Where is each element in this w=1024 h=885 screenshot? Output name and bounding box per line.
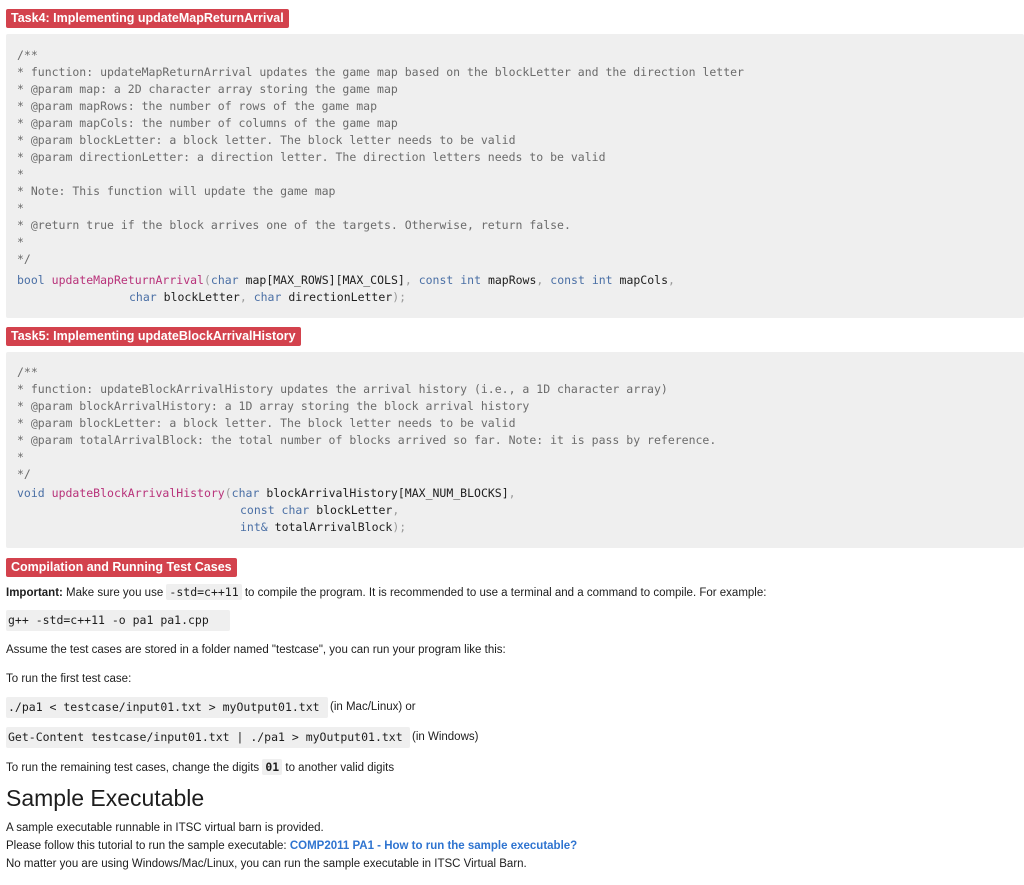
comment-line: * function: updateBlockArrivalHistory updates the arrival history (i.e., a 1D character array) [17,382,668,396]
function-signature-line1 [17,485,516,502]
comment-line: * [17,450,24,464]
comment-line: * @param totalArrivalBlock: the total number of blocks arrived so far. Note: it is pass by reference. [17,433,717,447]
param-type: const char [240,503,310,517]
paren-close: ); [392,290,407,304]
task5-code-block [6,352,1024,548]
paren-close: ); [392,520,407,534]
comment-line: * [17,201,24,215]
compile-badge: Compilation and Running Test Cases [6,558,237,577]
comment-line: * @param blockLetter: a block letter. The block letter needs to be valid [17,133,516,147]
param-type: const int [418,273,481,287]
sample-line-1: A sample executable runnable in ITSC virtual barn is provided. [6,822,324,834]
comma: , [668,273,675,287]
comment-line: * @param blockArrivalHistory: a 1D array storing the block arrival history [17,399,530,413]
comma: , [239,290,247,304]
param-name: totalArrivalBlock [274,520,393,534]
function-name: updateMapReturnArrival [51,273,204,287]
comment-line: * @return true if the block arrives one of the targets. Otherwise, return false. [17,218,571,232]
comment-line: * @param directionLetter: a direction letter. The direction letters needs to be valid [17,150,606,164]
return-type: void [17,486,45,500]
sample-line-2 [6,840,577,852]
task4-comment [17,34,744,304]
assume-text: Assume the test cases are stored in a folder named "testcase", you can run your program like this: [6,644,506,656]
sample-line-2-text: Please follow this tutorial to run the sample executable: [6,840,290,852]
comma: , [508,486,516,500]
function-signature-line3 [240,519,406,536]
comma: , [404,273,412,287]
param-type: char [210,273,239,287]
param-type: char [129,290,157,304]
first-test-text: To run the first test case: [6,673,132,685]
task5-comment [17,352,717,534]
param-name: blockLetter [163,290,240,304]
comment-line: * @param blockLetter: a block letter. The block letter needs to be valid [17,416,516,430]
param-type: char [253,290,282,304]
function-signature-line1 [17,272,675,289]
important-text-pre: Make sure you use [62,587,167,599]
mac-note: (in Mac/Linux) or [330,701,416,713]
windows-note: (in Windows) [412,731,479,743]
param-type: const int [550,273,613,287]
comment-line: /** [17,48,38,62]
compile-command: g++ -std=c++11 -o pa1 pa1.cpp [6,610,230,631]
comment-line: * @param map: a 2D character array storing the game map [17,82,398,96]
array-dims: [MAX_ROWS][MAX_COLS] [266,273,405,287]
param-name: map [245,273,267,287]
comment-line: * [17,167,24,181]
task5-badge: Task5: Implementing updateBlockArrivalHistory [6,327,301,346]
param-name: mapRows [487,273,537,287]
comma: , [536,273,544,287]
sample-line-3: No matter you are using Windows/Mac/Linux, you can run the sample executable in ITSC Virtual Barn. [6,858,527,870]
comment-line: * Note: This function will update the game map [17,184,336,198]
comment-line: */ [17,252,31,266]
tutorial-link[interactable]: COMP2011 PA1 - How to run the sample executable? [289,840,578,852]
comment-line: /** [17,365,38,379]
param-name: mapCols [619,273,668,287]
mac-run-command: ./pa1 < testcase/input01.txt > myOutput01.txt [6,697,328,718]
function-signature-line2 [240,502,399,519]
param-name: blockLetter [316,503,393,517]
remaining-tests-text [6,760,394,774]
param-name: blockArrivalHistory [266,486,398,500]
paren: ( [224,486,232,500]
important-label: Important: [6,587,63,599]
digits-code: 01 [262,759,282,775]
param-name: directionLetter [288,290,393,304]
function-name: updateBlockArrivalHistory [51,486,225,500]
function-signature-line2 [129,289,406,306]
comma: , [392,503,400,517]
comment-line: * function: updateMapReturnArrival updates the game map based on the blockLetter and the direction letter [17,65,744,79]
important-paragraph [6,585,766,599]
important-text-post: to compile the program. It is recommended to use a terminal and a command to compile. For example: [241,587,767,599]
comment-line: * @param mapCols: the number of columns of the game map [17,116,398,130]
array-dims: [MAX_NUM_BLOCKS] [397,486,509,500]
remaining-pre: To run the remaining test cases, change the digits [6,762,263,774]
task4-badge: Task4: Implementing updateMapReturnArrival [6,9,289,28]
param-type: int& [240,520,268,534]
task4-code-block [6,34,1024,318]
return-type: bool [17,273,45,287]
comment-line: * [17,235,24,249]
remaining-post: to another valid digits [282,762,395,774]
comment-line: */ [17,467,31,481]
comment-line: * @param mapRows: the number of rows of the game map [17,99,378,113]
sample-executable-heading: Sample Executable [6,785,205,811]
paren: ( [203,273,211,287]
param-type: char [231,486,260,500]
windows-run-command: Get-Content testcase/input01.txt | ./pa1 > myOutput01.txt [6,727,410,748]
std-flag-code: -std=c++11 [166,584,241,600]
